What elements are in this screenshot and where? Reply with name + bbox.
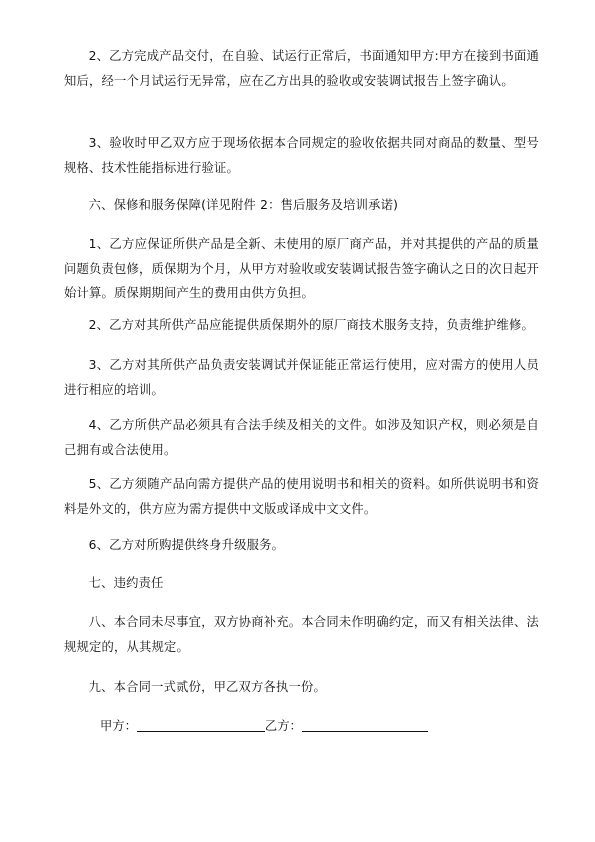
clause-copies: 九、本合同一式贰份，甲乙双方各执一份。 [88, 680, 327, 694]
clause-manuals: 5、乙方须随产品向需方提供产品的使用说明书和相关的资料。如所供说明书和资料是外文的，供方应为需方提供中文版或译成中文文件。 [64, 477, 539, 516]
party-a-label: 甲方： [100, 719, 137, 733]
clause-legal-documents: 4、乙方所供产品必须具有合法手续及相关的文件。如涉及知识产权，则必须是自己拥有或合法使用。 [64, 418, 539, 457]
party-a-signature-blank[interactable] [137, 717, 265, 732]
signature-line [100, 716, 428, 736]
clause-delivery-acceptance: 2、乙方完成产品交付，在自验、试运行正常后，书面通知甲方:甲方在接到书面通知后，经一个月试运行无异常，应在乙方出具的验收或安装调试报告上签字确认。 [64, 49, 539, 88]
clause-technical-support: 2、乙方对其所供产品应能提供质保期外的原厂商技术服务支持，负责维护维修。 [88, 318, 535, 332]
clause-upgrade-service: 6、乙方对所购提供终身升级服务。 [88, 538, 285, 552]
section-heading-liability: 七、违约责任 [88, 576, 164, 590]
clause-acceptance-verification: 3、验收时甲乙双方应于现场依据本合同规定的验收依据共同对商品的数量、型号规格、技术性能指标进行验证。 [64, 136, 539, 175]
clause-warranty-period: 1、乙方应保证所供产品是全新、未使用的原厂商产品，并对其提供的产品的质量问题负责包修，质保期为个月，从甲方对验收或安装调试报告签字确认之日的次日起开始计算。质保期期间产生的费用由供方负担。 [64, 237, 539, 300]
clause-installation-training: 3、乙方对其所供产品负责安装调试并保证能正常运行使用，应对需方的使用人员进行相应的培训。 [64, 358, 539, 397]
clause-supplementary: 八、本合同未尽事宜，双方协商补充。本合同未作明确约定，而又有相关法律、法规规定的，从其规定。 [64, 615, 539, 654]
section-heading-warranty: 六、保修和服务保障(详见附件 2：售后服务及培训承诺) [88, 198, 399, 212]
party-b-label: 乙方： [264, 719, 302, 733]
party-b-signature-blank[interactable] [302, 717, 428, 732]
